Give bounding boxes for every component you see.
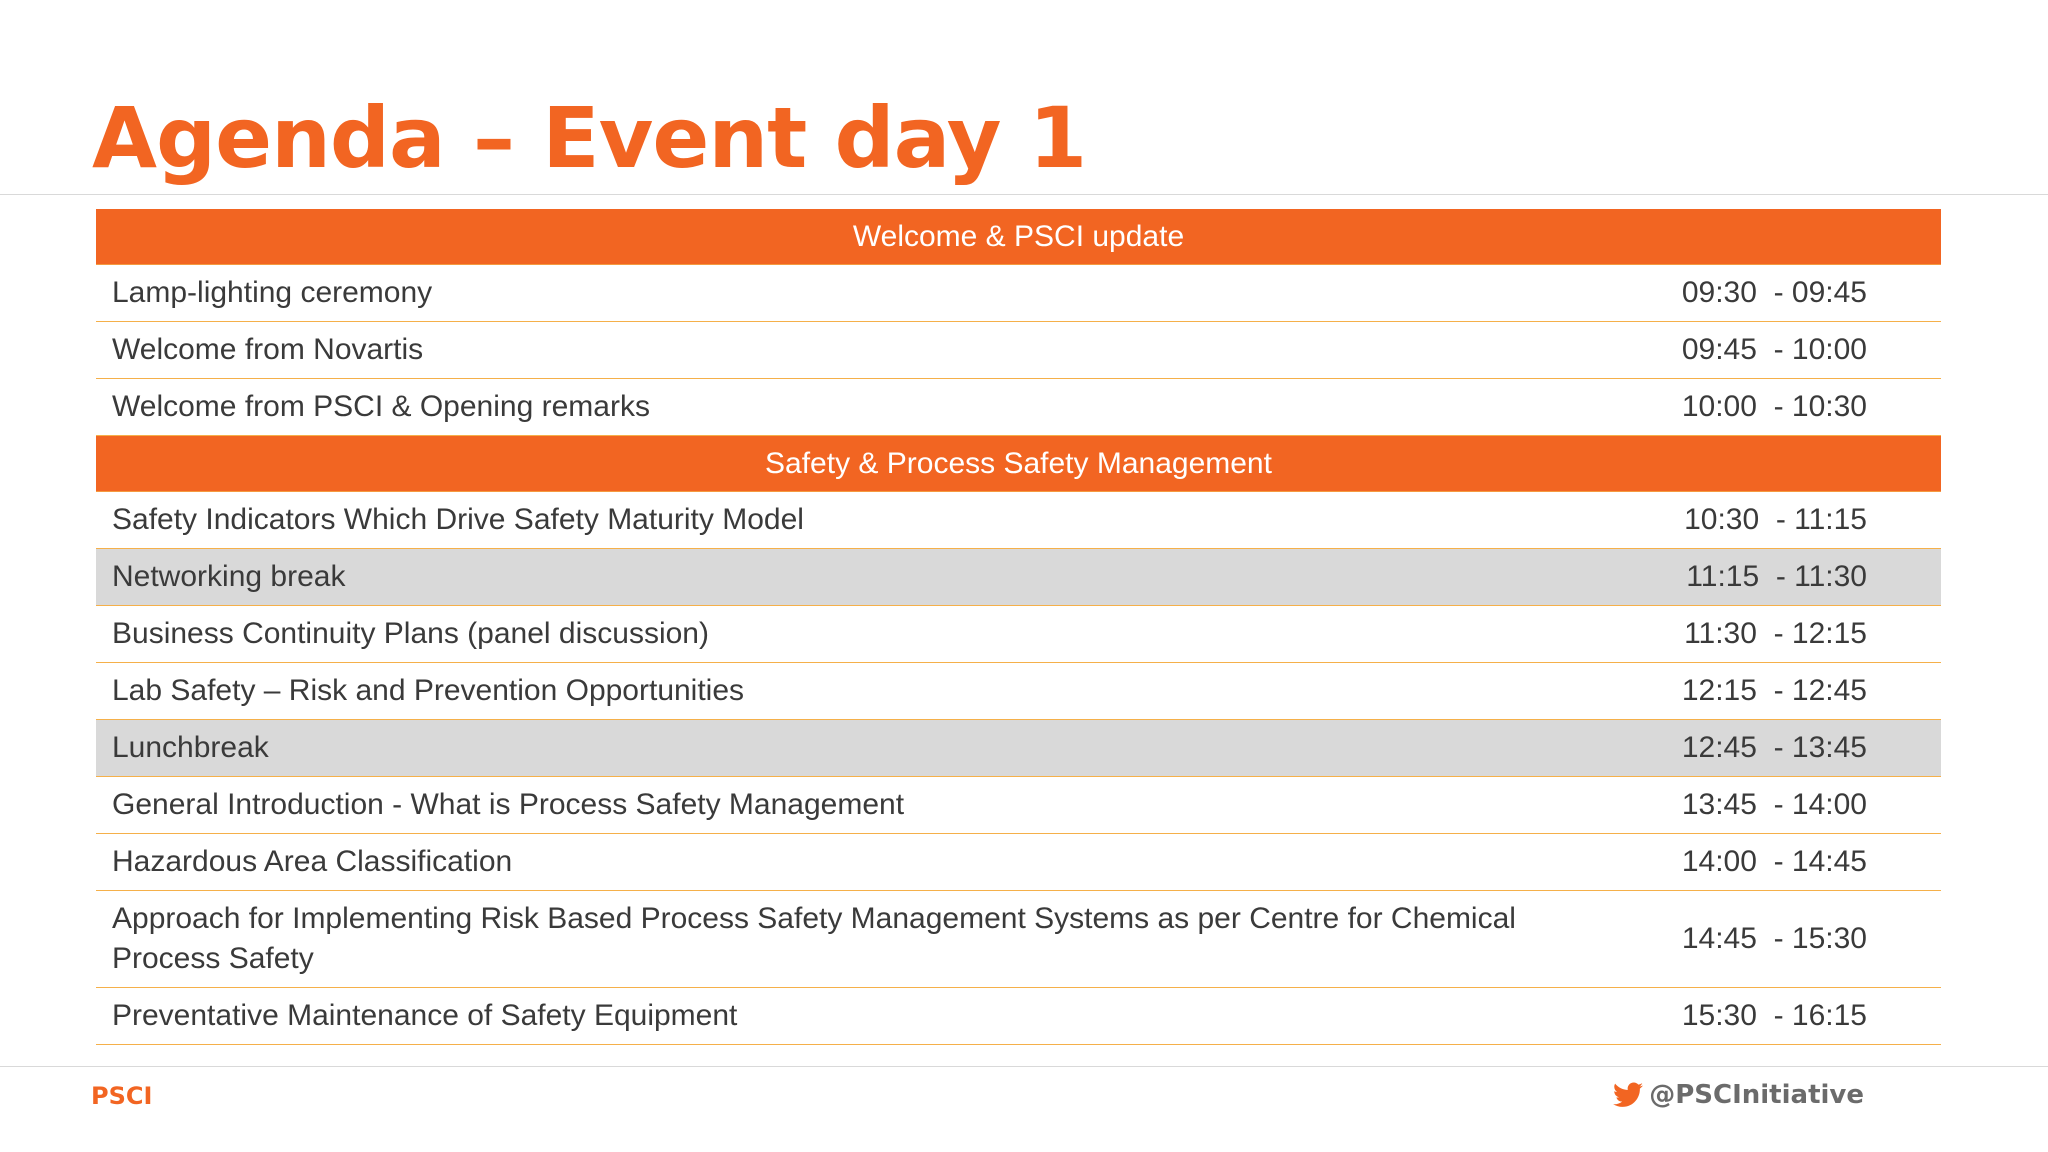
- agenda-row: [96, 492, 1941, 549]
- session-time: 11:30 - 12:15: [1684, 617, 1867, 650]
- footer-brand: PSCI: [91, 1082, 153, 1110]
- section-header-safety: Safety & Process Safety Management: [96, 436, 1941, 492]
- session-title: Welcome from Novartis: [112, 333, 424, 366]
- session-title: Welcome from PSCI & Opening remarks: [112, 390, 650, 423]
- session-time: 13:45 - 14:00: [1681, 788, 1867, 821]
- agenda-row: [96, 663, 1941, 720]
- footer-twitter-handle[interactable]: [1613, 1080, 1864, 1110]
- session-time: 09:45 - 10:00: [1681, 333, 1867, 366]
- page-title: Agenda – Event day 1: [92, 89, 1087, 187]
- session-title: Lab Safety – Risk and Prevention Opportunities: [112, 674, 745, 707]
- session-title: Networking break: [112, 560, 346, 593]
- agenda-row: [96, 606, 1941, 663]
- session-title: Hazardous Area Classification: [112, 845, 513, 878]
- agenda-row: [96, 834, 1941, 891]
- session-time: 10:00 - 10:30: [1681, 390, 1867, 423]
- session-title: Lunchbreak: [112, 731, 269, 764]
- session-time: 10:30 - 11:15: [1684, 503, 1867, 536]
- section-header-welcome: Welcome & PSCI update: [96, 209, 1941, 265]
- session-time: 14:45 - 15:30: [1681, 922, 1867, 955]
- agenda-break-row: [96, 720, 1941, 777]
- agenda-row: [96, 988, 1941, 1045]
- session-title: Safety Indicators Which Drive Safety Maturity Model: [112, 503, 804, 536]
- twitter-bird-icon: [1613, 1082, 1643, 1108]
- session-title: Business Continuity Plans (panel discussion): [112, 617, 709, 650]
- agenda-row: [96, 322, 1941, 379]
- twitter-handle-text: @PSCInitiative: [1649, 1080, 1864, 1110]
- agenda-break-row: [96, 549, 1941, 606]
- session-time: 11:15 - 11:30: [1686, 560, 1867, 593]
- session-title: General Introduction - What is Process Safety Management: [112, 788, 905, 821]
- session-time: 12:15 - 12:45: [1681, 674, 1867, 707]
- session-title: Lamp-lighting ceremony: [112, 276, 433, 309]
- session-title: Preventative Maintenance of Safety Equipment: [112, 999, 738, 1032]
- agenda-table: [96, 209, 1941, 1045]
- agenda-row: [96, 265, 1941, 322]
- agenda-row: [96, 379, 1941, 436]
- agenda-row: [96, 777, 1941, 834]
- title-divider: [0, 194, 2048, 195]
- session-time: 09:30 - 09:45: [1681, 276, 1867, 309]
- session-title: Approach for Implementing Risk Based Process Safety Management Systems as per Centre for Chemical Process Safety: [112, 902, 1516, 975]
- session-time: 12:45 - 13:45: [1681, 731, 1867, 764]
- footer-divider: [0, 1066, 2048, 1067]
- session-time: 14:00 - 14:45: [1681, 845, 1867, 878]
- agenda-row: [96, 891, 1941, 988]
- session-time: 15:30 - 16:15: [1681, 999, 1867, 1032]
